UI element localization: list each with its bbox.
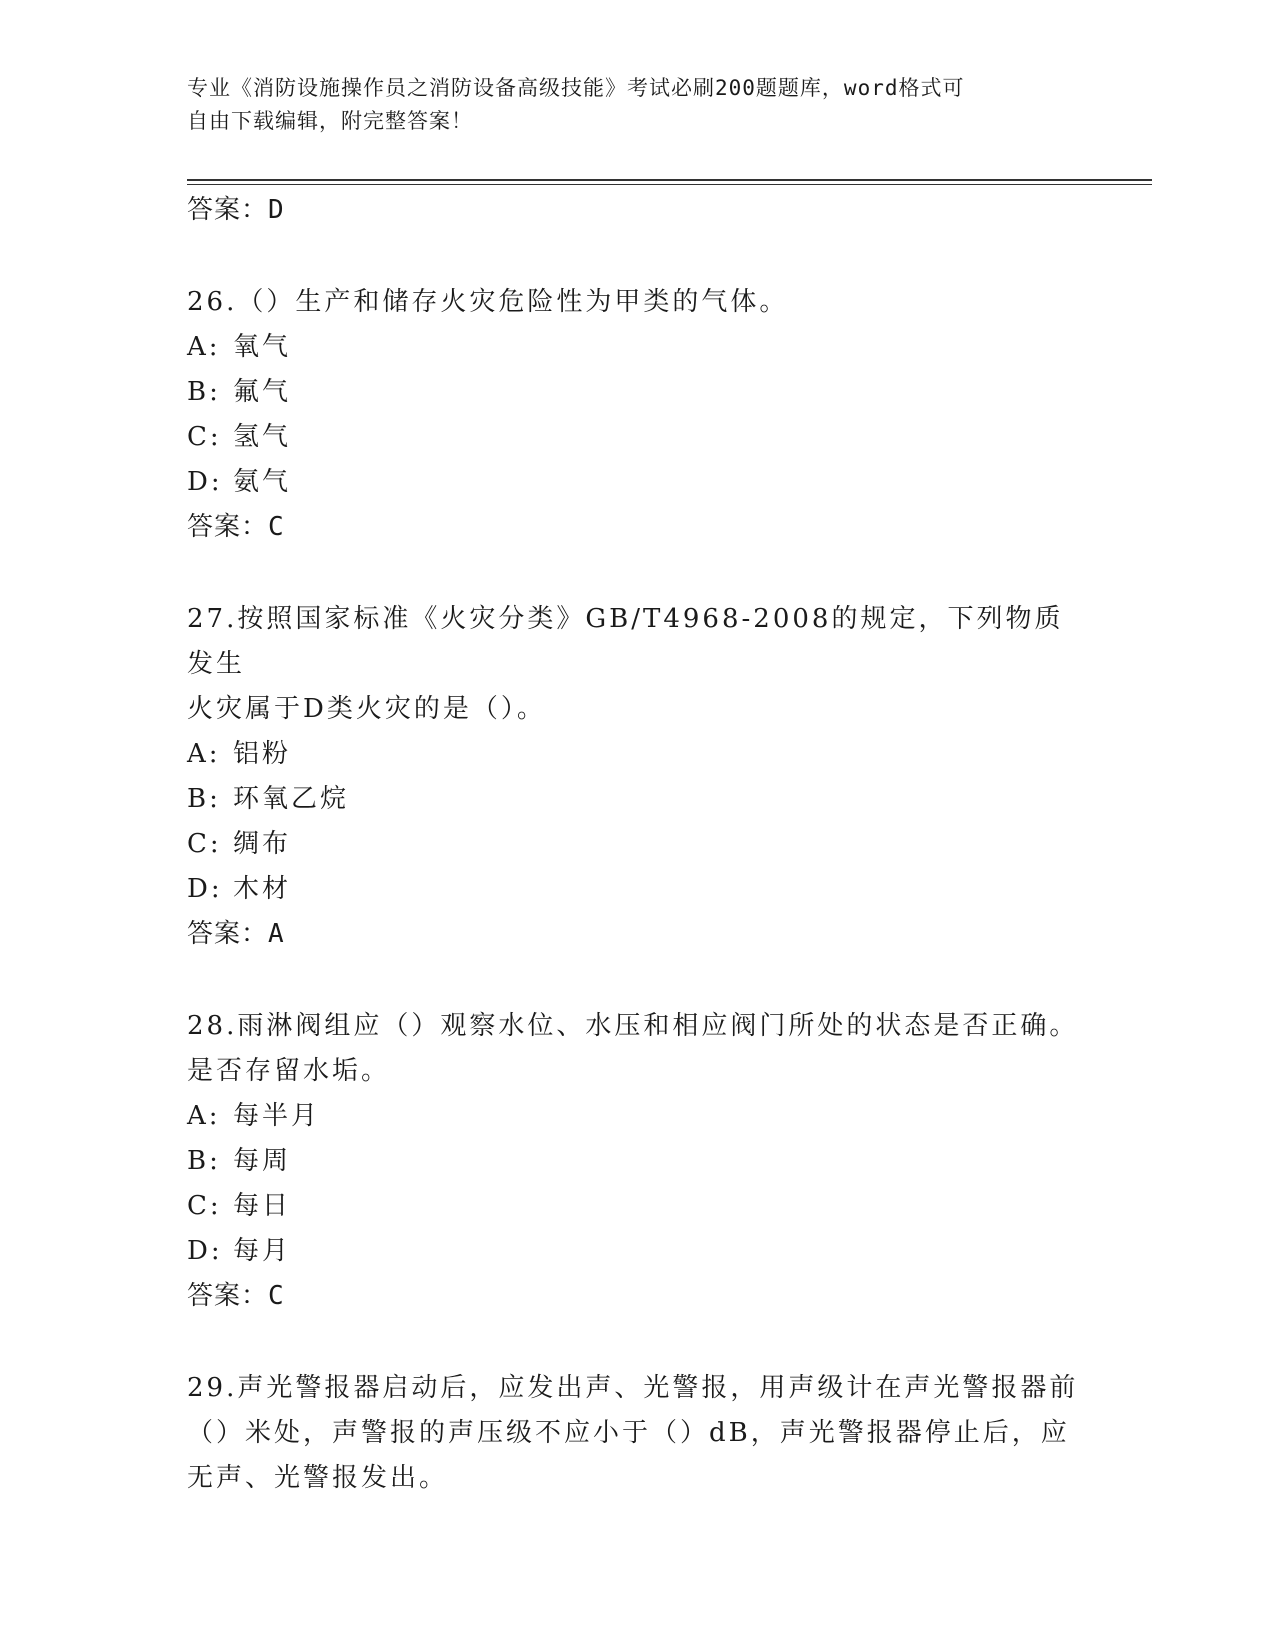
- question-28: [187, 1004, 1087, 1319]
- option-d: [187, 460, 1087, 505]
- option-letter: A:: [187, 1101, 221, 1131]
- option-text: 绸布: [233, 829, 292, 859]
- option-d: [187, 1229, 1087, 1274]
- option-letter: C:: [187, 1191, 222, 1221]
- option-c: [187, 822, 1087, 867]
- option-a: [187, 732, 1087, 777]
- option-letter: D:: [187, 874, 223, 904]
- answer-line: 答案：C: [187, 1281, 285, 1311]
- answer-line: 答案：D: [187, 195, 285, 225]
- option-letter: A:: [187, 739, 221, 769]
- question-stem-line: 29.声光警报器启动后，应发出声、光警报，用声级计在声光警报器前: [187, 1373, 1079, 1403]
- option-text: 每半月: [233, 1101, 321, 1131]
- option-a: [187, 325, 1087, 370]
- question-stem-line: 28.雨淋阀组应（）观察水位、水压和相应阀门所处的状态是否正确。: [187, 1011, 1079, 1041]
- option-a: [187, 1094, 1087, 1139]
- option-c: [187, 1184, 1087, 1229]
- question-list: [187, 188, 1087, 1501]
- header-rule-thick: [187, 179, 1152, 181]
- header-rule-thin: [187, 184, 1152, 185]
- option-letter: C:: [187, 422, 222, 452]
- answer-line: 答案：A: [187, 919, 285, 949]
- question-stem: 26.（）生产和储存火灾危险性为甲类的气体。: [187, 287, 789, 317]
- option-text: 木材: [233, 874, 292, 904]
- question-stem-line: （）米处，声警报的声压级不应小于（）dB，声光警报器停止后，应: [187, 1418, 1070, 1448]
- option-letter: C:: [187, 829, 222, 859]
- answer-line: 答案：C: [187, 512, 285, 542]
- question-stem-line: 27.按照国家标准《火灾分类》GB/T4968-2008的规定，下列物质发生: [187, 604, 1064, 679]
- question-26: [187, 280, 1087, 550]
- question-stem-line: 是否存留水垢。: [187, 1056, 391, 1086]
- option-letter: D:: [187, 1236, 223, 1266]
- option-text: 每月: [233, 1236, 292, 1266]
- option-text: 环氧乙烷: [233, 784, 350, 814]
- question-stem-line: 无声、光警报发出。: [187, 1463, 449, 1493]
- question-stem-line: 火灾属于D类火灾的是（）。: [187, 694, 546, 724]
- option-text: 氨气: [233, 467, 292, 497]
- question-27: [187, 597, 1087, 957]
- option-b: [187, 1139, 1087, 1184]
- option-letter: D:: [187, 467, 223, 497]
- option-text: 铝粉: [233, 739, 292, 769]
- option-text: 每日: [233, 1191, 292, 1221]
- option-text: 氢气: [233, 422, 292, 452]
- option-c: [187, 415, 1087, 460]
- option-text: 氧气: [233, 332, 292, 362]
- document-header: [187, 72, 1067, 138]
- option-letter: B:: [187, 1146, 221, 1176]
- option-letter: A:: [187, 332, 221, 362]
- header-line-2: 自由下载编辑，附完整答案！: [187, 109, 473, 133]
- option-letter: B:: [187, 377, 221, 407]
- option-b: [187, 777, 1087, 822]
- option-b: [187, 370, 1087, 415]
- option-d: [187, 867, 1087, 912]
- header-line-1: 专业《消防设施操作员之消防设备高级技能》考试必刷200题题库，word格式可: [187, 76, 965, 100]
- option-text: 每周: [233, 1146, 292, 1176]
- option-text: 氟气: [233, 377, 292, 407]
- question-29: [187, 1366, 1087, 1501]
- option-letter: B:: [187, 784, 221, 814]
